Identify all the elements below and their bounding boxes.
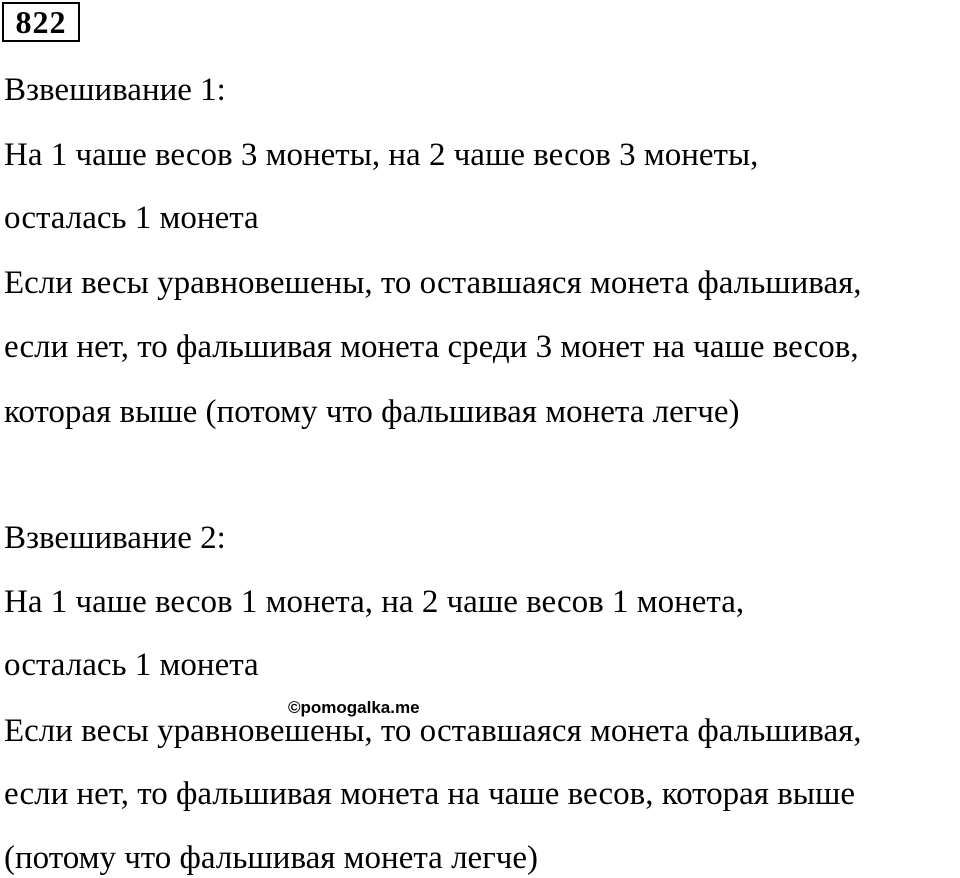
weighing-2-line-3: Если весы уравновешены, то оставшаяся монета фальшивая, [4, 713, 862, 749]
problem-number: 822 [2, 2, 80, 42]
weighing-2-line-5: (потому что фальшивая монета легче) [4, 840, 538, 876]
weighing-2-line-1: На 1 чаше весов 1 монета, на 2 чаше весов 1 монета, [4, 584, 745, 620]
weighing-2-line-2: осталась 1 монета [4, 647, 259, 683]
weighing-1-title: Взвешивание 1: [4, 72, 226, 108]
weighing-1-line-5: которая выше (потому что фальшивая монета легче) [4, 394, 740, 430]
watermark: ©pomogalka.me [288, 698, 420, 717]
weighing-2-title: Взвешивание 2: [4, 520, 226, 556]
weighing-1-line-4: если нет, то фальшивая монета среди 3 монет на чаше весов, [4, 329, 859, 365]
weighing-1-line-3: Если весы уравновешены, то оставшаяся монета фальшивая, [4, 265, 862, 301]
weighing-1-line-2: осталась 1 монета [4, 200, 259, 236]
weighing-2-line-4: если нет, то фальшивая монета на чаше весов, которая выше [4, 776, 856, 812]
weighing-1-line-1: На 1 чаше весов 3 монеты, на 2 чаше весов 3 монеты, [4, 137, 759, 173]
